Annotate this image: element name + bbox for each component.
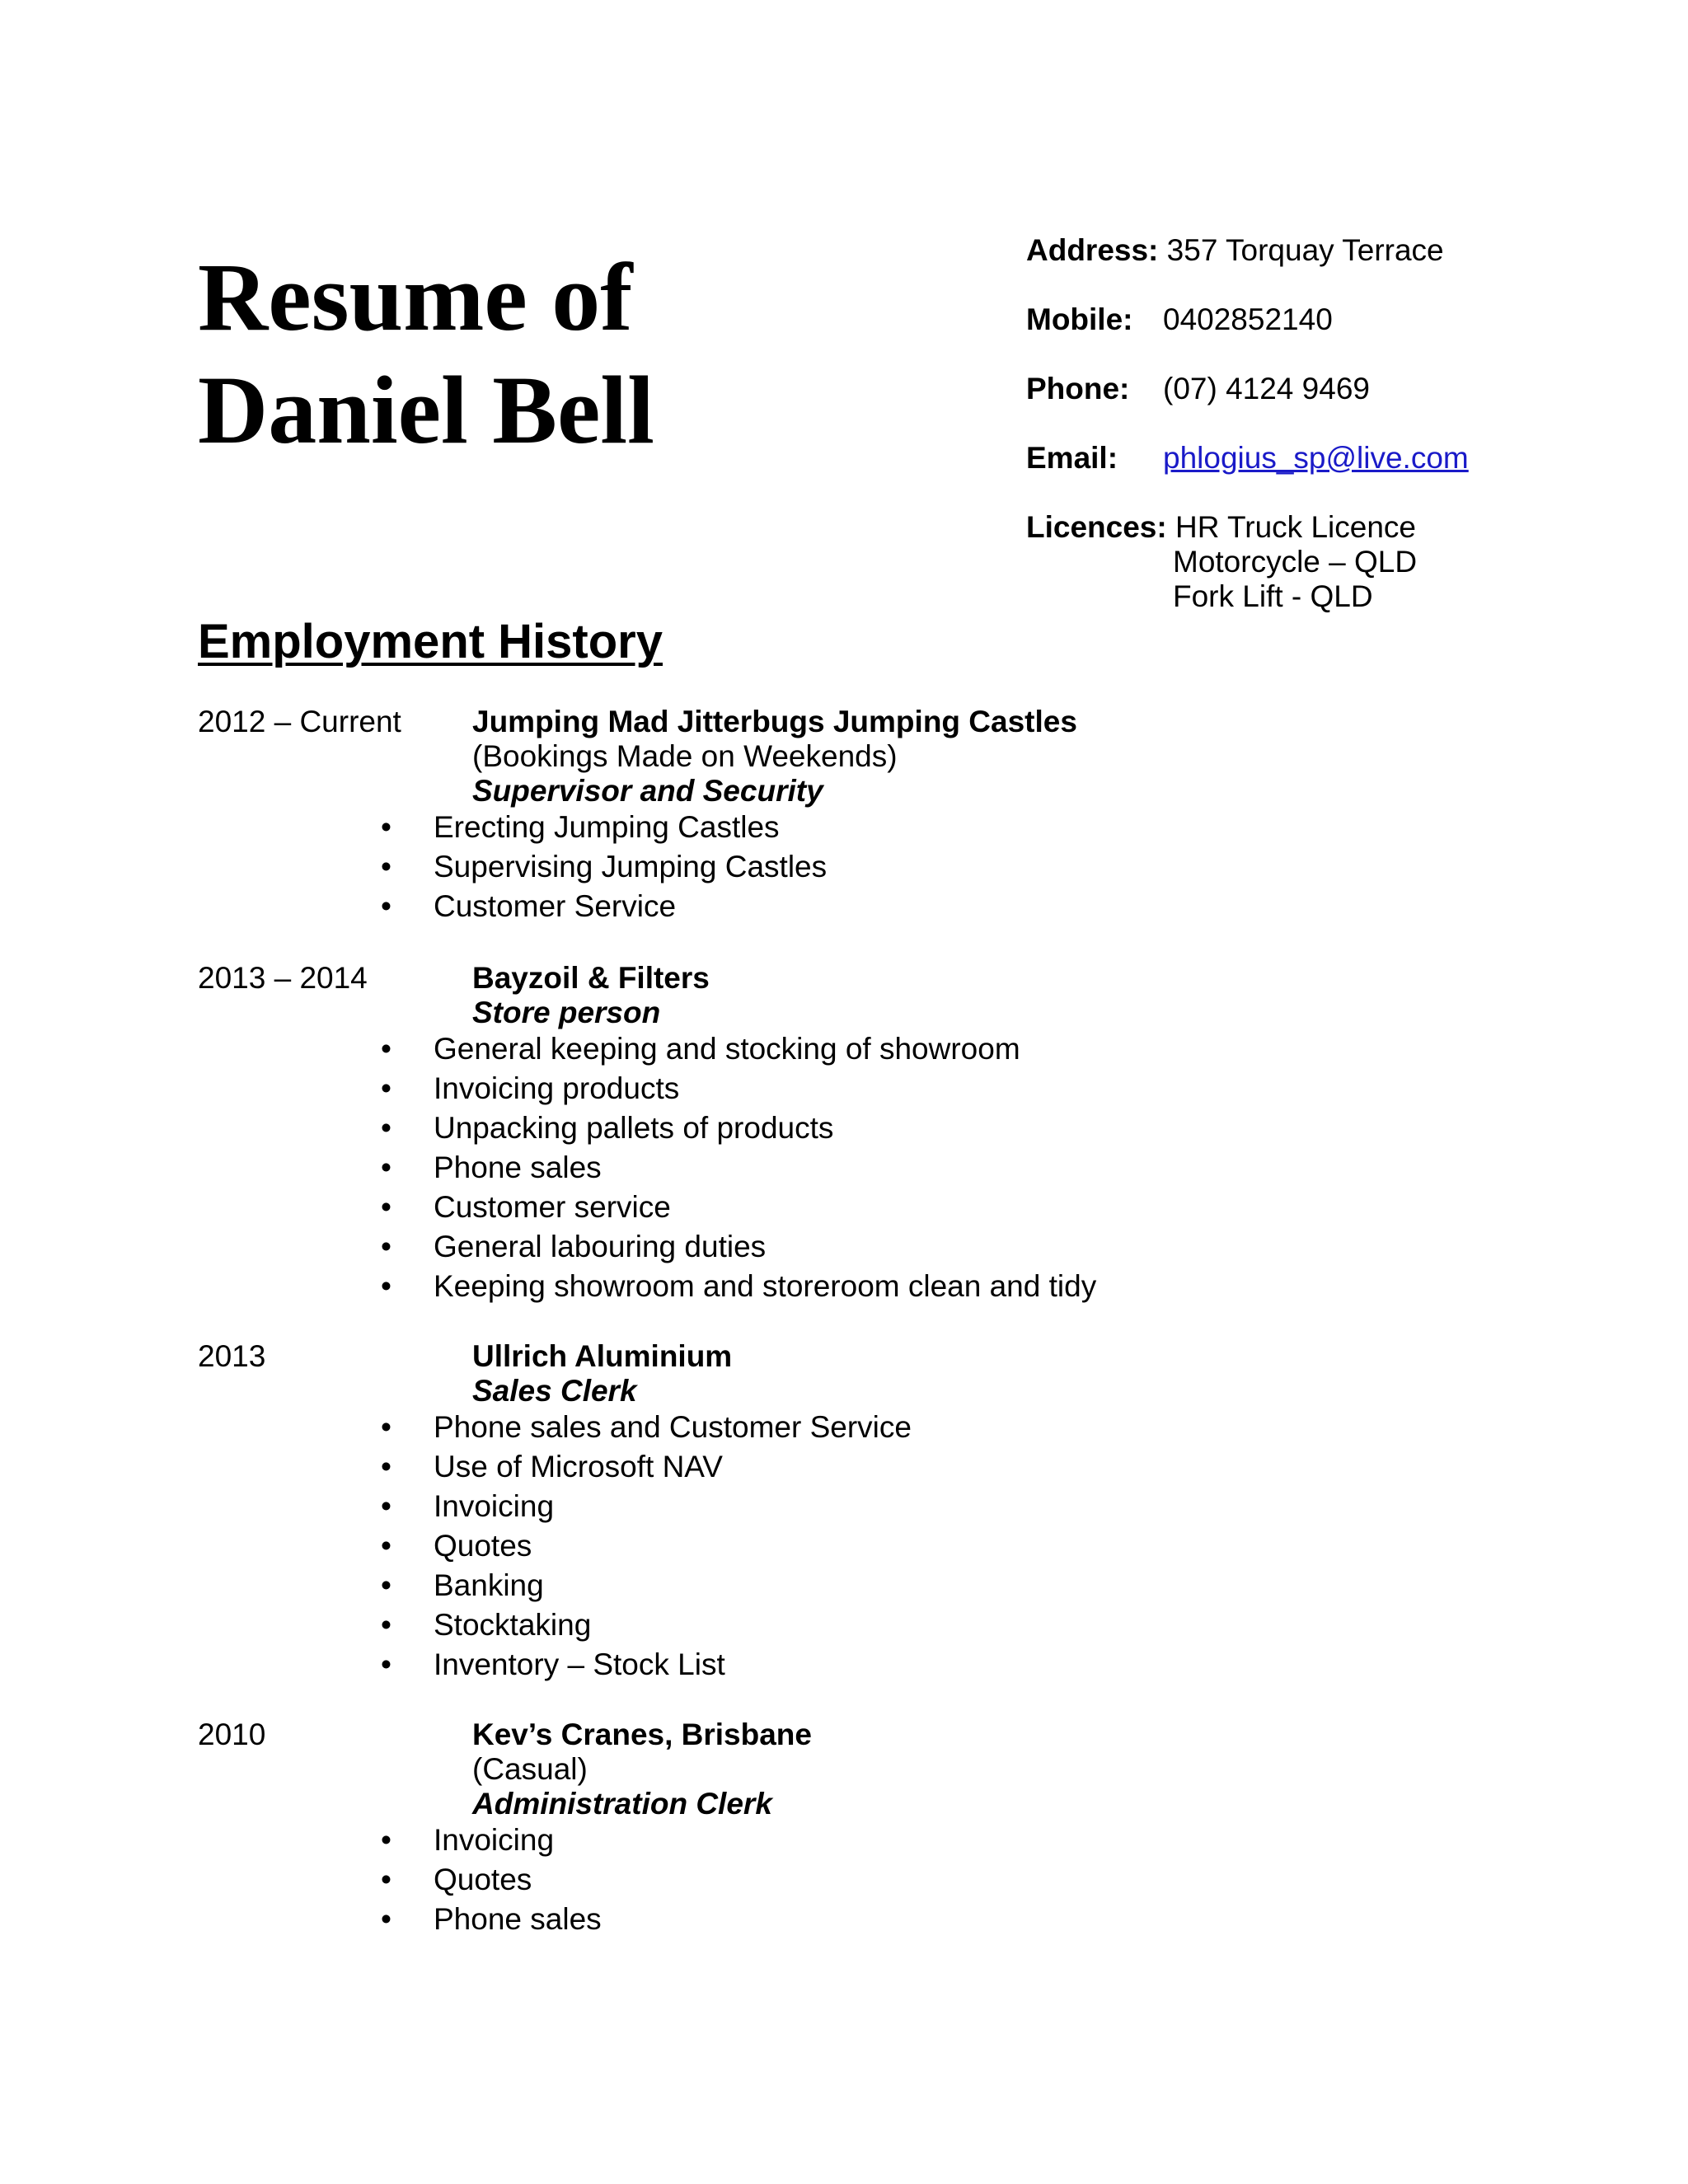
duty-text: Phone sales: [434, 1151, 602, 1184]
licence-item: Motorcycle – QLD: [1173, 545, 1418, 579]
licence-item: HR Truck Licence: [1175, 510, 1416, 544]
phone-label: Phone:: [1026, 372, 1130, 405]
bullet-icon: •: [381, 1410, 392, 1444]
duty-item: [198, 1269, 1096, 1309]
bullet-icon: •: [381, 850, 392, 883]
duty-item: [198, 1410, 912, 1450]
job-date: 2010: [198, 1718, 266, 1751]
job-company: Ullrich Aluminium: [472, 1339, 733, 1373]
bullet-icon: •: [381, 810, 392, 844]
job-company: Kev’s Cranes, Brisbane: [472, 1718, 812, 1751]
duty-list: [198, 1032, 1096, 1309]
email-label: Email:: [1026, 441, 1118, 475]
job-company: Jumping Mad Jitterbugs Jumping Castles: [472, 705, 1077, 738]
job-date: 2013: [198, 1339, 266, 1373]
email-link[interactable]: phlogius_sp@live.com: [1163, 441, 1469, 475]
duty-text: General labouring duties: [434, 1230, 767, 1263]
duty-text: Erecting Jumping Castles: [434, 810, 780, 844]
duty-item: [198, 1489, 912, 1529]
duty-text: Customer service: [434, 1190, 671, 1224]
job-header: [472, 1339, 732, 1408]
bullet-icon: •: [381, 1111, 392, 1145]
mobile-label: Mobile:: [1026, 302, 1133, 336]
bullet-icon: •: [381, 1071, 392, 1105]
job-role: Administration Clerk: [472, 1787, 772, 1821]
mobile-row: [1026, 302, 1333, 337]
duty-list: [198, 1410, 912, 1687]
job-role: Store person: [472, 996, 661, 1029]
bullet-icon: •: [381, 1450, 392, 1483]
bullet-icon: •: [381, 1269, 392, 1303]
duty-item: [198, 1823, 602, 1863]
bullet-icon: •: [381, 1529, 392, 1563]
bullet-icon: •: [381, 1823, 392, 1857]
duty-text: Inventory – Stock List: [434, 1647, 725, 1681]
duty-item: [198, 1032, 1096, 1071]
duty-item: [198, 810, 827, 850]
duty-text: Phone sales: [434, 1902, 602, 1936]
duty-item: [198, 1568, 912, 1608]
address-value: 357 Torquay Terrace: [1166, 233, 1444, 267]
bullet-icon: •: [381, 1568, 392, 1602]
duty-item: [198, 1190, 1096, 1230]
duty-list: [198, 810, 827, 929]
job-note: (Bookings Made on Weekends): [472, 739, 898, 773]
duty-item: [198, 1071, 1096, 1111]
duty-text: Unpacking pallets of products: [434, 1111, 834, 1145]
duty-text: Invoicing: [434, 1489, 555, 1523]
duty-item: [198, 850, 827, 889]
bullet-icon: •: [381, 1608, 392, 1642]
duty-text: Use of Microsoft NAV: [434, 1450, 723, 1483]
email-row: [1026, 441, 1469, 476]
bullet-icon: •: [381, 1230, 392, 1263]
duty-item: [198, 889, 827, 929]
duty-item: [198, 1450, 912, 1489]
licences-label: Licences:: [1026, 510, 1167, 544]
bullet-icon: •: [381, 1863, 392, 1896]
duty-text: Banking: [434, 1568, 544, 1602]
bullet-icon: •: [381, 1902, 392, 1936]
duty-item: [198, 1151, 1096, 1190]
duty-item: [198, 1608, 912, 1647]
phone-value: (07) 4124 9469: [1163, 372, 1370, 405]
duty-text: Supervising Jumping Castles: [434, 850, 828, 883]
bullet-icon: •: [381, 1489, 392, 1523]
duty-item: [198, 1647, 912, 1687]
licences-row: [1026, 510, 1416, 545]
address-label: Address:: [1026, 233, 1159, 267]
duty-text: Invoicing: [434, 1823, 555, 1857]
address-row: [1026, 233, 1444, 268]
job-date: 2012 – Current: [198, 705, 401, 738]
title-line-1: Resume of: [198, 243, 633, 351]
job-note: (Casual): [472, 1752, 588, 1786]
duty-text: Keeping showroom and storeroom clean and tidy: [434, 1269, 1097, 1303]
duty-list: [198, 1823, 602, 1942]
phone-row: [1026, 372, 1370, 406]
duty-text: Quotes: [434, 1863, 532, 1896]
duty-item: [198, 1111, 1096, 1151]
bullet-icon: •: [381, 1032, 392, 1066]
job-company: Bayzoil & Filters: [472, 961, 710, 995]
job-role: Sales Clerk: [472, 1374, 637, 1408]
title-line-2: Daniel Bell: [198, 356, 654, 464]
duty-text: Stocktaking: [434, 1608, 592, 1642]
job-date: 2013 – 2014: [198, 961, 368, 995]
duty-text: Invoicing products: [434, 1071, 680, 1105]
duty-item: [198, 1529, 912, 1568]
job-header: [472, 961, 710, 1030]
bullet-icon: •: [381, 1647, 392, 1681]
licence-item: Fork Lift - QLD: [1173, 579, 1373, 613]
duty-text: Phone sales and Customer Service: [434, 1410, 912, 1444]
job-header: [472, 1718, 812, 1821]
duty-item: [198, 1902, 602, 1942]
job-header: [472, 705, 1077, 808]
duty-item: [198, 1863, 602, 1902]
duty-text: General keeping and stocking of showroom: [434, 1032, 1020, 1066]
job-role: Supervisor and Security: [472, 774, 823, 808]
employment-history-heading: Employment History: [198, 615, 663, 668]
duty-text: Customer Service: [434, 889, 677, 923]
duty-item: [198, 1230, 1096, 1269]
mobile-value: 0402852140: [1163, 302, 1333, 336]
resume-title: [198, 241, 654, 466]
duty-text: Quotes: [434, 1529, 532, 1563]
bullet-icon: •: [381, 1190, 392, 1224]
bullet-icon: •: [381, 1151, 392, 1184]
bullet-icon: •: [381, 889, 392, 923]
